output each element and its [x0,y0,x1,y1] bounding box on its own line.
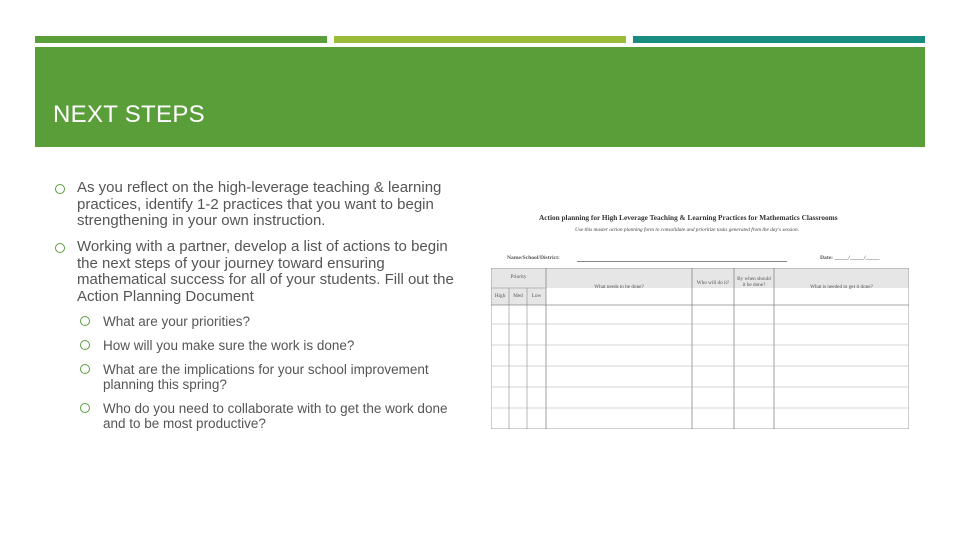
header-what: What needs to be done? [594,284,644,290]
bullet-text: Working with a partner, develop a list of actions to begin the next steps of your journey toward ensuring mathematical success for all of your students. Fill out the Action Planning Document [77,238,454,305]
sub-bullet-item [80,338,460,353]
bullet-text: As you reflect on the high-leverage teaching & learning practices, identify 1-2 practices that you want to begin strengthening in your own instruction. [77,179,442,229]
circle-bullet-icon [55,184,65,194]
sub-bullet-item [80,314,460,329]
sub-bullet-text: How will you make sure the work is done? [103,338,355,353]
name-underline [577,261,787,262]
sub-bullet-item [80,401,460,431]
sub-bullet-text: What are the implications for your school improvement planning this spring? [103,362,429,392]
slide-title: NEXT STEPS [53,101,205,128]
document-name-label: Name/School/District: [507,255,560,261]
bullet-item [55,180,455,230]
sub-bullet-item [80,362,460,392]
document-title: Action planning for High Leverage Teaching & Learning Practices for Mathematics Classrooms [539,213,838,222]
header-priority: Priority [510,274,527,280]
sub-bullet-text: Who do you need to collaborate with to get the work done and to be most productive? [103,401,448,431]
document-date-label: Date: _____/_____/_____ [820,255,880,261]
header-low: Low [531,293,542,299]
header-med: Med [513,293,523,299]
circle-bullet-icon [80,340,90,350]
circle-bullet-icon [80,403,90,413]
title-band [35,47,925,147]
accent-bar-green [35,36,327,43]
circle-bullet-icon [80,316,90,326]
accent-bar-lime [334,36,626,43]
planning-table-grid [491,268,909,429]
header-needed: What is needed to get it done? [810,284,873,290]
bullet-item [55,239,455,305]
circle-bullet-icon [80,364,90,374]
action-planning-document-image [489,203,911,429]
planning-table [491,268,909,429]
header-high: High [494,293,506,299]
accent-bar-teal [633,36,925,43]
document-subtitle: Use this master action planning form to consolidate and prioritize tasks generated from the day's session. [575,227,799,233]
circle-bullet-icon [55,243,65,253]
header-who: Who will do it? [696,280,730,286]
header-by-when: By when should it be done? [737,276,771,288]
sub-bullet-text: What are your priorities? [103,314,251,329]
